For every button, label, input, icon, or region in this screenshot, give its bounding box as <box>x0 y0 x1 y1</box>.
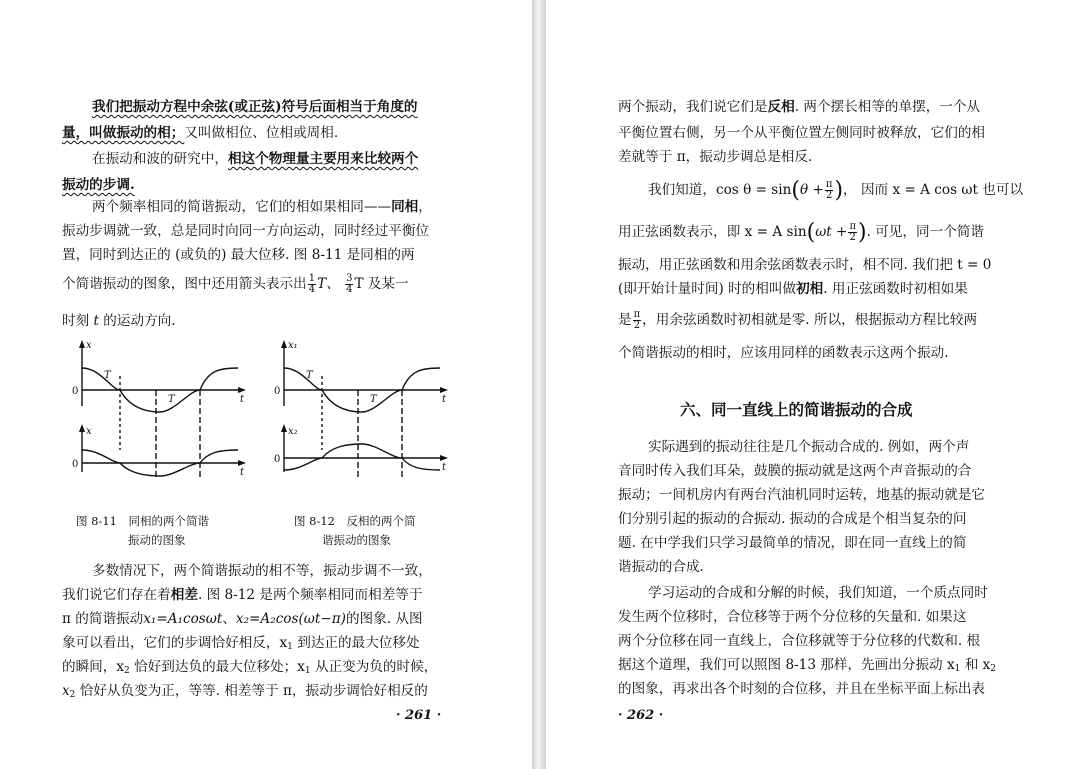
sine-curve <box>284 444 440 470</box>
figure-caption: 图 8-11 同相的两个简谐 <box>76 514 209 528</box>
text-span: 恰好从负变为正，等等. 相差等于 π，振动步调恰好相反的 <box>75 683 428 699</box>
equation: x₂=A₂cos(ωt−π) <box>235 611 346 627</box>
text-span: 到达正的最大位移处 <box>292 635 420 651</box>
origin-label: 0 <box>274 454 281 465</box>
text-line <box>62 682 428 704</box>
text-span: ， <box>418 199 432 215</box>
subscript: 1 <box>954 664 961 674</box>
text-line: 题. 在中学我们只学习最简单的情况，即在同一直线上的简 <box>618 535 967 551</box>
fraction-denominator: 4 <box>308 284 316 295</box>
section-heading: 六、同一直线上的简谐振动的合成 <box>680 401 913 419</box>
text-line: 谐振动的合成. <box>618 559 704 575</box>
text-span: . 图 8-12 是两个频率相同而相差等于 <box>197 587 423 603</box>
fraction <box>345 274 353 295</box>
text-line: 平衡位置右侧，另一个从平衡位置左侧同时被释放，它们的相 <box>618 125 986 141</box>
text-line: 差就等于 π，振动步调总是相反. <box>618 149 813 165</box>
text-span: 又叫做相位、位相或周相. <box>184 125 339 141</box>
arrow-icon <box>79 424 85 432</box>
page-number: · 261 · <box>396 708 442 723</box>
text-line <box>618 98 980 116</box>
text-span: 恰好到达负的最大位移处；x <box>129 659 305 675</box>
text-line: 两个分位移在同一直线上，合位移就等于分位移的代数和. 根 <box>618 633 981 649</box>
text-span: 个简谐振动的图象，图中还用箭头表示出 <box>62 276 307 292</box>
right-page <box>546 0 1080 769</box>
text-span: t <box>93 313 99 329</box>
left-page <box>0 0 532 769</box>
text-line: 发生两个位移时，合位移等于两个分位移的矢量和. 如果这 <box>618 609 967 625</box>
text-span: . 可见，同一个简谐 <box>866 224 985 240</box>
text-span: T 及某一 <box>354 276 409 292</box>
book-gutter <box>532 0 546 769</box>
text-line <box>62 124 338 142</box>
fraction-numerator: 1 <box>308 273 316 284</box>
axis-label: x₁ <box>288 340 298 351</box>
text-line <box>92 98 418 116</box>
text-line: 音同时传入我们耳朵，鼓膜的振动就是这两个声音振动的合 <box>618 463 972 479</box>
fraction-numerator: π <box>849 221 857 232</box>
subscript: 2 <box>990 664 997 674</box>
text-line <box>618 310 977 331</box>
arrow-icon <box>440 387 448 393</box>
text-line: 用正弦函数表示，即 x = A sin(ωt + $\frac{\pi}{2}$ ). 可见，同一个简谐 <box>618 220 985 245</box>
text-span: (即开始计量时间) 时的相叫做 <box>618 281 797 297</box>
fraction-denominator: 2 <box>633 320 641 331</box>
term-in-phase: 同相 <box>391 199 419 215</box>
fraction-denominator: 4 <box>346 284 353 295</box>
arrow-icon <box>79 340 85 348</box>
arrow-icon <box>440 455 448 461</box>
equation: x₁=A₁cosωt <box>143 611 223 627</box>
text-line <box>62 634 420 656</box>
text-span: T、 <box>317 276 340 292</box>
text-line <box>618 656 996 678</box>
subscript: 1 <box>304 666 311 676</box>
graph-label: T <box>168 394 175 405</box>
text-span: 的运动方向. <box>98 313 176 329</box>
text-line: 多数情况下，两个简谐振动的相不等，振动步调不一致， <box>92 563 432 579</box>
text-span: ，用余弦函数时初相就是零. 所以，根据振动方程比较两 <box>642 312 978 328</box>
text-line: 我们知道，cos θ = sin(θ + $\frac{\pi}{2}$ )， 因而 x = A cos ωt 也可以 <box>648 178 1024 203</box>
text-line <box>62 274 409 295</box>
equation: θ + <box>799 182 824 198</box>
figure-8-11-graph <box>60 340 250 480</box>
text-line: 置，同时到达正的 (或负的) 最大位移. 图 8-11 是同相的两 <box>62 247 415 263</box>
arrow-icon <box>281 424 287 432</box>
fraction <box>308 274 316 295</box>
text-span: 两个频率相同的简谐振动，它们的相如果相同—— <box>92 199 392 215</box>
text-line <box>62 586 422 604</box>
term-initial-phase: 初相 <box>796 281 824 297</box>
text-span: 从正变为负的时候， <box>310 659 438 675</box>
highlighted-text: 量，叫做振动的相； <box>62 125 185 141</box>
fraction <box>825 180 834 201</box>
text-span: 据这个道理，我们可以照图 8-13 那样，先画出分振动 x <box>618 657 955 673</box>
highlighted-text: 我们把振动方程中余弦(或正弦)符号后面相当于角度的 <box>92 99 418 115</box>
text-line: 个简谐振动的相时，应该用同样的函数表示这两个振动. <box>618 345 949 361</box>
fraction-numerator: 3 <box>346 273 353 284</box>
text-line: π 的简谐振动x₁=A₁cosωt、x₂=A₂cos(ωt−π)的图象. 从图 <box>62 611 423 627</box>
figure-caption: 谐振动的图象 <box>322 533 391 547</box>
text-line <box>62 658 437 680</box>
axis-label: x <box>86 426 92 437</box>
axis-label: t <box>240 467 245 478</box>
axis-label: x₂ <box>288 426 298 437</box>
text-span: 在振动和波的研究中， <box>92 151 228 167</box>
text-line: 振动；一间机房内有两台汽油机同时运转，地基的振动就是它 <box>618 487 986 503</box>
fraction-numerator: π <box>825 179 833 190</box>
figure-caption: 图 8-12 反相的两个简 <box>294 514 416 528</box>
text-span: ， 因而 x = A cos ωt 也可以 <box>843 182 1024 198</box>
origin-label: 0 <box>72 459 79 470</box>
subscript: 2 <box>69 690 76 700</box>
axis-label: t <box>442 462 447 473</box>
figure-8-12-graph <box>262 340 452 480</box>
page-number: · 262 · <box>618 708 664 723</box>
graph-label: T <box>104 370 111 381</box>
text-span: . 用正弦函数时初相如果 <box>823 281 968 297</box>
text-span: 两个振动，我们说它们是 <box>618 99 768 115</box>
origin-label: 0 <box>72 386 79 397</box>
axis-label: x <box>86 340 92 351</box>
arrow-icon <box>238 460 246 466</box>
text-line <box>618 280 968 298</box>
axis-label: t <box>442 394 447 405</box>
text-line: 实际遇到的振动往往是几个振动合成的. 例如，两个声 <box>648 439 970 455</box>
text-line <box>62 176 135 194</box>
text-line: 振动，用正弦函数和用余弦函数表示时，相不同. 我们把 t = 0 <box>618 257 992 273</box>
text-span: 和 x <box>960 657 991 673</box>
text-span: 是 <box>618 312 632 328</box>
fraction-denominator: 2 <box>825 190 833 201</box>
text-line: 的图象，再求出各个时刻的合位移，并且在坐标平面上标出表 <box>618 681 986 697</box>
term-antiphase: 反相 <box>767 99 795 115</box>
fraction <box>848 222 857 243</box>
text-span: 象可以看出，它们的步调恰好相反，x <box>62 635 288 651</box>
highlighted-text: 相这个物理量主要用来比较两个 <box>227 151 419 167</box>
graph-label: T <box>306 370 313 381</box>
fraction <box>633 310 642 331</box>
axis-label: t <box>240 394 245 405</box>
term-phase-difference: 相差 <box>170 587 198 603</box>
text-line: 振动步调就一致，总是同时向同一方向运动，同时经过平衡位 <box>62 223 430 239</box>
origin-label: 0 <box>274 386 281 397</box>
text-line: 们分别引起的振动的合振动. 振动的合成是个相当复杂的问 <box>618 511 967 527</box>
arrow-icon <box>281 340 287 348</box>
text-span: 我们说它们存在着 <box>62 587 171 603</box>
text-span: π 的简谐振动 <box>62 611 144 627</box>
text-span: 我们知道，cos θ = sin <box>648 182 792 198</box>
fraction-numerator: π <box>633 309 641 320</box>
arrow-icon <box>238 387 246 393</box>
text-span: 时刻 <box>62 313 94 329</box>
subscript: 1 <box>287 642 293 652</box>
text-line <box>92 198 432 216</box>
subscript: 2 <box>124 666 130 676</box>
text-span: 的瞬间，x <box>62 659 125 675</box>
text-line <box>62 312 176 330</box>
text-line: 学习运动的合成和分解的时候，我们知道，一个质点同时 <box>648 585 988 601</box>
text-span: 的图象. 从图 <box>345 611 423 627</box>
figure-caption: 振动的图象 <box>128 533 186 547</box>
text-line <box>92 150 418 168</box>
text-span: x <box>62 683 70 699</box>
text-span: . 两个摆长相等的单摆，一个从 <box>794 99 981 115</box>
text-span: 用正弦函数表示，即 x = A sin <box>618 224 807 240</box>
graph-label: T <box>370 394 377 405</box>
equation: ωt + <box>815 224 848 240</box>
fraction-denominator: 2 <box>849 232 856 243</box>
highlighted-text: 振动的步调. <box>62 177 135 193</box>
